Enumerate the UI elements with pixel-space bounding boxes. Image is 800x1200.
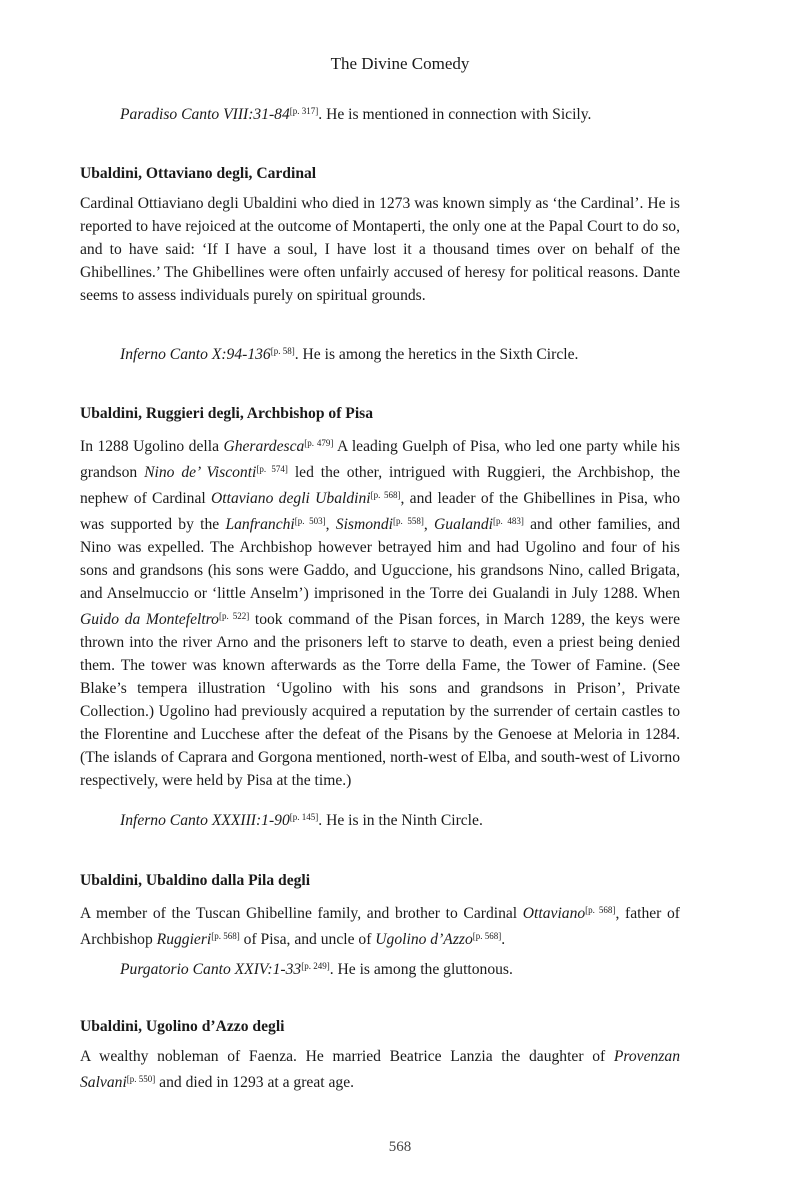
canto-link[interactable]: Paradiso Canto VIII:31-84 bbox=[120, 106, 290, 123]
entry-body: In 1288 Ugolino della Gherardesca[p. 479] A leading Guelph of Pisa, who led one party while his grandson Nino de’ Visconti[p. 574] led the other, intrigued with Ruggieri, the Archbishop, the nephew of Cardinal Ottaviano degli Ubaldini[p. 568], and leader of the Ghibellines in Pisa, who was supported by the Lanfranchi[p. 503], Sismondi[p. 558], Gualandi[p. 483] and other families, and Nino was expelled. The Archbishop however betrayed him and had Ugolino and four of his sons and grandsons (his sons were Gaddo, and Uguccione, his grandsons Nino, called Brigata, and Anselmuccio or ‘little Anselm’) imprisoned in the Torre dei Gualandi in July 1288. When Guido da Montefeltro[p. 522] took command of the Pisan forces, in March 1289, the keys were thrown into the river Arno and the prisoners left to starve to death, even a priest being denied them. The tower was known afterwards as the Torre della Fame, the Tower of Famine. (See Blake’s tempera illustration ‘Ugolino with his sons and grandsons in Prison’, Private Collection.) Ugolino had previously acquired a reputation by the surrender of certain castles to the Florentine and Lucchese after the defeat of the Pisans by the Genoese at Meloria in 1284. (The islands of Caprara and Gorgona mentioned, north-west of Elba, and south-west of Livorno respectively, were held by Pisa at the time.) bbox=[80, 438, 681, 789]
entry-heading: Ubaldini, Ottaviano degli, Cardinal bbox=[80, 165, 317, 182]
page-ref[interactable]: [p. 249] bbox=[301, 961, 330, 971]
page-ref[interactable]: [p. 483] bbox=[492, 516, 524, 526]
cross-ref-link[interactable]: Gualandi bbox=[434, 516, 493, 533]
entry-heading: Ubaldini, Ruggieri degli, Archbishop of Pisa bbox=[80, 405, 374, 422]
canto-link[interactable]: Inferno Canto XXXIII:1-90 bbox=[120, 812, 290, 829]
page-ref[interactable]: [p. 568] bbox=[585, 905, 616, 915]
entry-heading: Ubaldini, Ugolino d’Azzo degli bbox=[80, 1018, 285, 1035]
canto-link[interactable]: Inferno Canto X:94-136 bbox=[120, 346, 271, 363]
page-ref[interactable]: [p. 574] bbox=[256, 464, 288, 474]
cross-ref-link[interactable]: Gherardesca bbox=[223, 438, 305, 455]
reference-line: Purgatorio Canto XXIV:1-33[p. 249]. He is among the gluttonous. bbox=[120, 961, 513, 978]
page-ref[interactable]: [p. 522] bbox=[218, 611, 250, 621]
reference-line: Inferno Canto XXXIII:1-90[p. 145]. He is in the Ninth Circle. bbox=[120, 812, 483, 829]
entry-body: A member of the Tuscan Ghibelline family, and brother to Cardinal Ottaviano[p. 568], father of Archbishop Ruggieri[p. 568] of Pisa, and uncle of Ugolino d’Azzo[p. 568]. bbox=[80, 905, 681, 948]
cross-ref-link[interactable]: Ottaviano degli Ubaldini bbox=[211, 490, 371, 507]
cross-ref-link[interactable]: Lanfranchi bbox=[225, 516, 295, 533]
page-ref[interactable]: [p. 317] bbox=[289, 106, 319, 116]
page-ref[interactable]: [p. 479] bbox=[304, 438, 334, 448]
page-ref[interactable]: [p. 58] bbox=[270, 346, 295, 356]
entry-heading: Ubaldini, Ubaldino dalla Pila degli bbox=[80, 872, 311, 889]
page-ref[interactable]: [p. 568] bbox=[211, 931, 240, 941]
running-title: The Divine Comedy bbox=[330, 54, 470, 73]
reference-line: Inferno Canto X:94-136[p. 58]. He is among the heretics in the Sixth Circle. bbox=[120, 346, 579, 363]
page-ref[interactable]: [p. 568] bbox=[472, 931, 502, 941]
cross-ref-link[interactable]: Guido da Montefeltro bbox=[80, 611, 219, 628]
cross-ref-link[interactable]: Provenzan Salvani bbox=[80, 1048, 680, 1091]
entry-body: A wealthy nobleman of Faenza. He married Beatrice Lanzia the daughter of Provenzan Salvani[p. 550] and died in 1293 at a great age. bbox=[80, 1048, 680, 1091]
page-ref[interactable]: [p. 550] bbox=[126, 1074, 156, 1084]
page-ref[interactable]: [p. 145] bbox=[289, 812, 319, 822]
cross-ref-link[interactable]: Ruggieri bbox=[156, 931, 212, 948]
page-ref[interactable]: [p. 568] bbox=[370, 490, 401, 500]
page-ref[interactable]: [p. 503] bbox=[294, 516, 326, 526]
cross-ref-link[interactable]: Nino de’ Visconti bbox=[144, 464, 257, 481]
page-ref[interactable]: [p. 558] bbox=[392, 516, 424, 526]
cross-ref-link[interactable]: Ottaviano bbox=[522, 905, 586, 922]
cross-ref-link[interactable]: Sismondi bbox=[335, 516, 393, 533]
canto-link[interactable]: Purgatorio Canto XXIV:1-33 bbox=[120, 961, 302, 978]
reference-line: Paradiso Canto VIII:31-84[p. 317]. He is mentioned in connection with Sicily. bbox=[120, 106, 592, 123]
page-number: 568 bbox=[388, 1139, 412, 1155]
entry-body: Cardinal Ottiaviano degli Ubaldini who died in 1273 was known simply as ‘the Cardinal’. He is reported to have rejoiced at the outcome of Montaperti, the only one at the Papal Court to do so, and to have said: ‘If I have a soul, I have lost it a thousand times over on behalf of the Ghibellines.’ The Ghibellines were often unfairly accused of heresy for political reasons. Dante seems to assess individuals purely on spiritual grounds. bbox=[80, 195, 680, 304]
cross-ref-link[interactable]: Ugolino d’Azzo bbox=[375, 931, 473, 948]
